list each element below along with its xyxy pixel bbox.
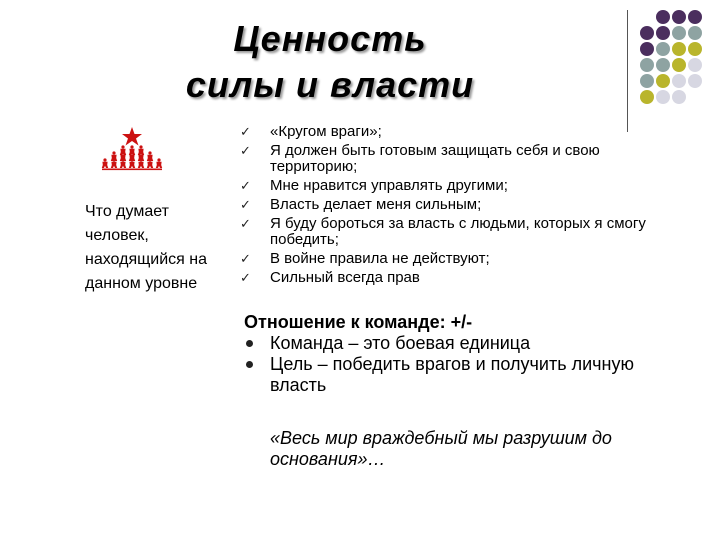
check-item-text: «Кругом враги»; — [270, 123, 382, 140]
bullet-icon — [246, 361, 253, 368]
person-head-icon — [130, 158, 133, 161]
check-mark-icon: ✓ — [240, 216, 251, 231]
person-body-icon — [102, 162, 108, 168]
quote-text: «Весь мир враждебный мы разрушим до основания»… — [270, 428, 612, 469]
person-head-icon — [139, 158, 142, 161]
decor-dot — [640, 26, 654, 40]
left-caption: Что думает человек, находящийся на данном уровне — [85, 203, 207, 292]
check-mark-icon: ✓ — [240, 143, 251, 158]
title-line-2: силы и власти — [185, 64, 475, 105]
check-item — [240, 178, 670, 194]
bullet-text: Команда – это боевая единица — [270, 333, 531, 353]
checklist — [240, 124, 670, 289]
check-item — [240, 216, 670, 248]
person-head-icon — [112, 158, 115, 161]
decor-dot — [672, 26, 686, 40]
bullet-icon — [246, 340, 253, 347]
person-head-icon — [139, 151, 142, 154]
person-head-icon — [103, 158, 106, 161]
team-attitude-section — [244, 312, 689, 396]
decor-dot — [688, 26, 702, 40]
person-head-icon — [148, 151, 151, 154]
slide-title — [150, 16, 510, 108]
decor-dot — [656, 90, 670, 104]
person-body-icon — [147, 162, 153, 168]
decor-dot — [688, 74, 702, 88]
person-head-icon — [121, 145, 124, 148]
person-body-icon — [156, 162, 162, 168]
check-mark-icon: ✓ — [240, 251, 251, 266]
check-item — [240, 251, 670, 267]
decor-dot — [672, 10, 686, 24]
check-item-text: Я буду бороться за власть с людьми, которых я смогу победить; — [270, 215, 646, 248]
check-item — [240, 143, 670, 175]
title-line-1: Ценность — [233, 18, 427, 59]
person-body-icon — [129, 162, 135, 168]
check-mark-icon: ✓ — [240, 124, 251, 139]
person-head-icon — [121, 151, 124, 154]
check-item-text: Сильный всегда прав — [270, 269, 420, 286]
decor-dot — [672, 58, 686, 72]
decor-dot — [656, 58, 670, 72]
bullet-text: Цель – победить врагов и получить личную власть — [270, 354, 634, 395]
person-body-icon — [120, 162, 126, 168]
decor-dot — [640, 58, 654, 72]
person-body-icon — [111, 162, 117, 168]
check-item — [240, 197, 670, 213]
star-icon — [122, 127, 142, 146]
person-head-icon — [130, 145, 133, 148]
decor-dot — [688, 42, 702, 56]
check-mark-icon: ✓ — [240, 270, 251, 285]
decor-dot — [672, 74, 686, 88]
decor-dot — [656, 42, 670, 56]
check-item-text: Я должен быть готовым защищать себя и свою территорию; — [270, 142, 600, 175]
check-mark-icon: ✓ — [240, 178, 251, 193]
check-item-text: В войне правила не действуют; — [270, 250, 490, 267]
decor-dot — [688, 58, 702, 72]
check-item-text: Мне нравится управлять другими; — [270, 177, 508, 194]
bullet-item — [244, 333, 689, 354]
person-head-icon — [112, 151, 115, 154]
people-pyramid-icon — [100, 127, 164, 171]
decor-dot — [672, 90, 686, 104]
person-head-icon — [148, 158, 151, 161]
person-body-icon — [138, 162, 144, 168]
check-item — [240, 270, 670, 286]
bullet-item — [244, 354, 689, 396]
decor-dot — [656, 10, 670, 24]
check-item-text: Власть делает меня сильным; — [270, 196, 482, 213]
decor-dot — [656, 74, 670, 88]
pyramid-base-line — [102, 169, 162, 171]
section-heading: Отношение к команде: +/- — [244, 312, 473, 332]
decor-dot — [656, 26, 670, 40]
person-head-icon — [130, 151, 133, 154]
decor-dot — [672, 42, 686, 56]
person-head-icon — [157, 158, 160, 161]
check-item — [240, 124, 670, 140]
decor-dot — [640, 42, 654, 56]
person-head-icon — [121, 158, 124, 161]
decor-dot — [688, 10, 702, 24]
person-head-icon — [139, 145, 142, 148]
decor-dot — [640, 90, 654, 104]
check-mark-icon: ✓ — [240, 197, 251, 212]
decor-dot — [640, 74, 654, 88]
decor-vertical-line — [627, 10, 628, 132]
